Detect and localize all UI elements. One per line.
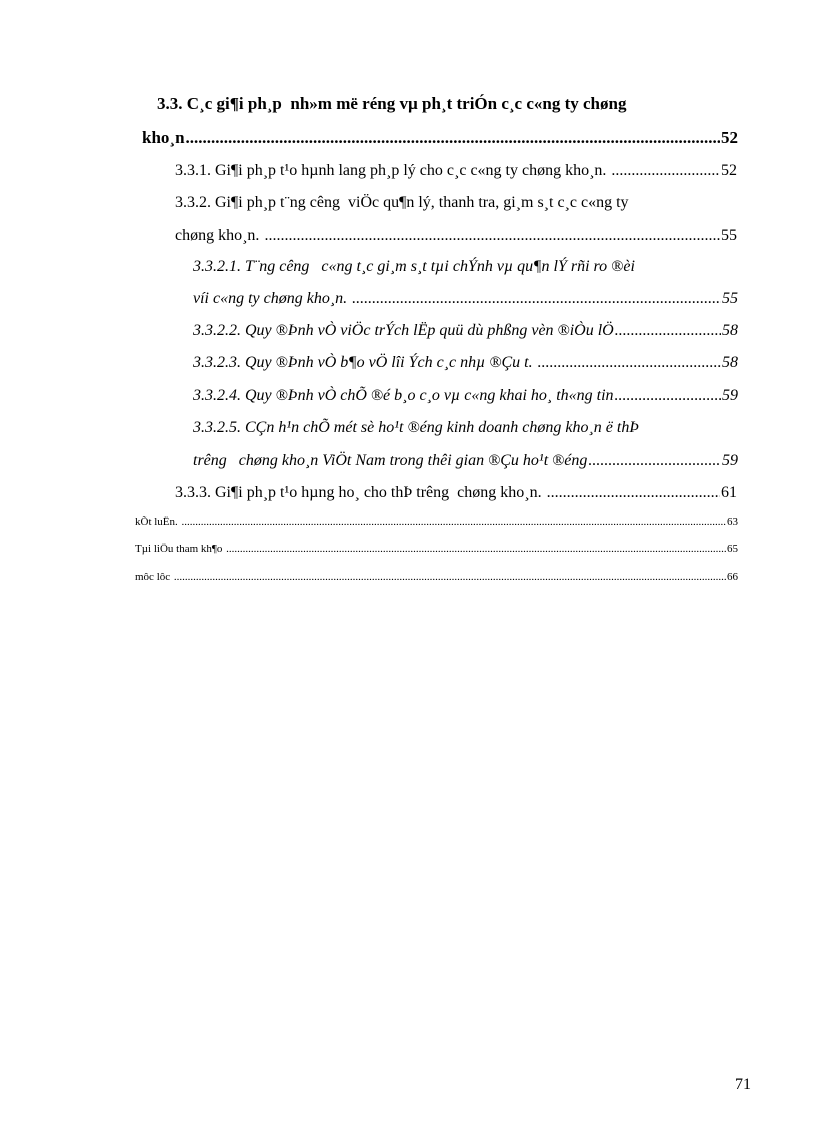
toc-entry-muc-luc[interactable]: [135, 571, 738, 583]
toc-leader-dots: [182, 516, 726, 528]
toc-heading-3-3-line2[interactable]: [142, 128, 738, 148]
toc-page-number: 58: [722, 354, 738, 371]
toc-leader-dots: [547, 484, 720, 502]
toc-leader-dots: [186, 128, 720, 148]
page-number: 71: [735, 1076, 751, 1093]
toc-page-number: 52: [721, 162, 737, 179]
toc-leader-dots: [174, 571, 726, 583]
toc-entry-text: Tµi liÖu tham kh¶o: [135, 543, 226, 555]
toc-page-number: 63: [727, 516, 738, 528]
toc-leader-dots: [264, 227, 720, 245]
toc-entry-text: môc lôc: [135, 571, 173, 583]
toc-page-number: 65: [727, 543, 738, 555]
toc-entry-text: 3.3.2.4. Quy ®Þnh vÒ chÕ ®é b¸o c¸o vµ c«ng khai ho¸ th«ng tin: [193, 387, 614, 404]
toc-entry-text-cont: trêng chøng kho¸n ViÖt Nam trong thêi gian ®Çu ho¹t ®éng: [193, 452, 588, 469]
toc-entry-text-cont: chøng kho¸n.: [175, 227, 264, 244]
toc-leader-dots: [611, 162, 720, 180]
toc-page-number: 66: [727, 571, 738, 583]
toc-entry-3-3-1[interactable]: [175, 162, 737, 180]
toc-page-number: 59: [722, 452, 738, 469]
toc-entry-3-3-2-line2[interactable]: [175, 227, 737, 245]
toc-entry-text-cont: víi c«ng ty chøng kho¸n.: [193, 290, 352, 307]
toc-heading-3-3-line1: [157, 94, 737, 114]
toc-entry-text: 3.3.2.2. Quy ®Þnh vÒ viÖc trÝch lËp quü dù phßng vèn ®iÒu lÖ: [193, 322, 614, 339]
toc-page-number: 58: [722, 322, 738, 339]
toc-entry-3-3-2-3[interactable]: [193, 354, 738, 372]
toc-entry-3-3-2-line1: [175, 194, 737, 212]
toc-entry-ket-luan[interactable]: [135, 516, 738, 528]
toc-leader-dots: [615, 387, 721, 405]
toc-leader-dots: [538, 354, 721, 372]
toc-heading-3-3-text-cont: kho¸n: [142, 128, 185, 147]
toc-entry-3-3-2-1-line2[interactable]: [193, 290, 738, 308]
toc-leader-dots: [352, 290, 721, 308]
toc-entry-3-3-2-4[interactable]: [193, 387, 738, 405]
toc-leader-dots: [588, 452, 721, 470]
toc-entry-text: 3.3.2.1. T¨ng cêng c«ng t¸c gi¸m s¸t tµi chÝnh vµ qu¶n lÝ rñi ro ®èi: [193, 258, 635, 275]
toc-entry-text: 3.3.1. Gi¶i ph¸p t¹o hµnh lang ph¸p lý cho c¸c c«ng ty chøng kho¸n.: [175, 162, 611, 179]
toc-leader-dots: [226, 543, 726, 555]
toc-entry-3-3-2-5-line2[interactable]: [193, 452, 738, 470]
toc-entry-3-3-2-2[interactable]: [193, 322, 738, 340]
toc-heading-3-3-text: 3.3. C¸c gi¶i ph¸p nh»m më réng vµ ph¸t triÓn c¸c c«ng ty chøng: [157, 94, 627, 113]
toc-entry-text: 3.3.2. Gi¶i ph¸p t¨ng cêng viÖc qu¶n lý, thanh tra, gi¸m s¸t c¸c c«ng ty: [175, 194, 629, 211]
toc-entry-tai-lieu[interactable]: [135, 543, 738, 555]
toc-entry-3-3-2-5-line1: [193, 419, 738, 437]
toc-entry-text: 3.3.2.5. CÇn h¹n chÕ mét sè ho¹t ®éng kinh doanh chøng kho¸n ë thÞ: [193, 419, 640, 436]
toc-entry-text: 3.3.3. Gi¶i ph¸p t¹o hµng ho¸ cho thÞ trêng chøng kho¸n.: [175, 484, 546, 501]
toc-entry-3-3-3[interactable]: [175, 484, 737, 502]
toc-page-number: 55: [722, 290, 738, 307]
toc-entry-3-3-2-1-line1: [193, 258, 738, 276]
toc-entry-text: 3.3.2.3. Quy ®Þnh vÒ b¶o vÖ lîi Ých c¸c nhµ ®Çu t.: [193, 354, 537, 371]
toc-entry-text: kÕt luËn.: [135, 516, 181, 528]
toc-page-number: 59: [722, 387, 738, 404]
toc-page-number: 55: [721, 227, 737, 244]
toc-page-number: 61: [721, 484, 737, 501]
toc-leader-dots: [615, 322, 721, 340]
toc-page-number: 52: [721, 128, 738, 147]
